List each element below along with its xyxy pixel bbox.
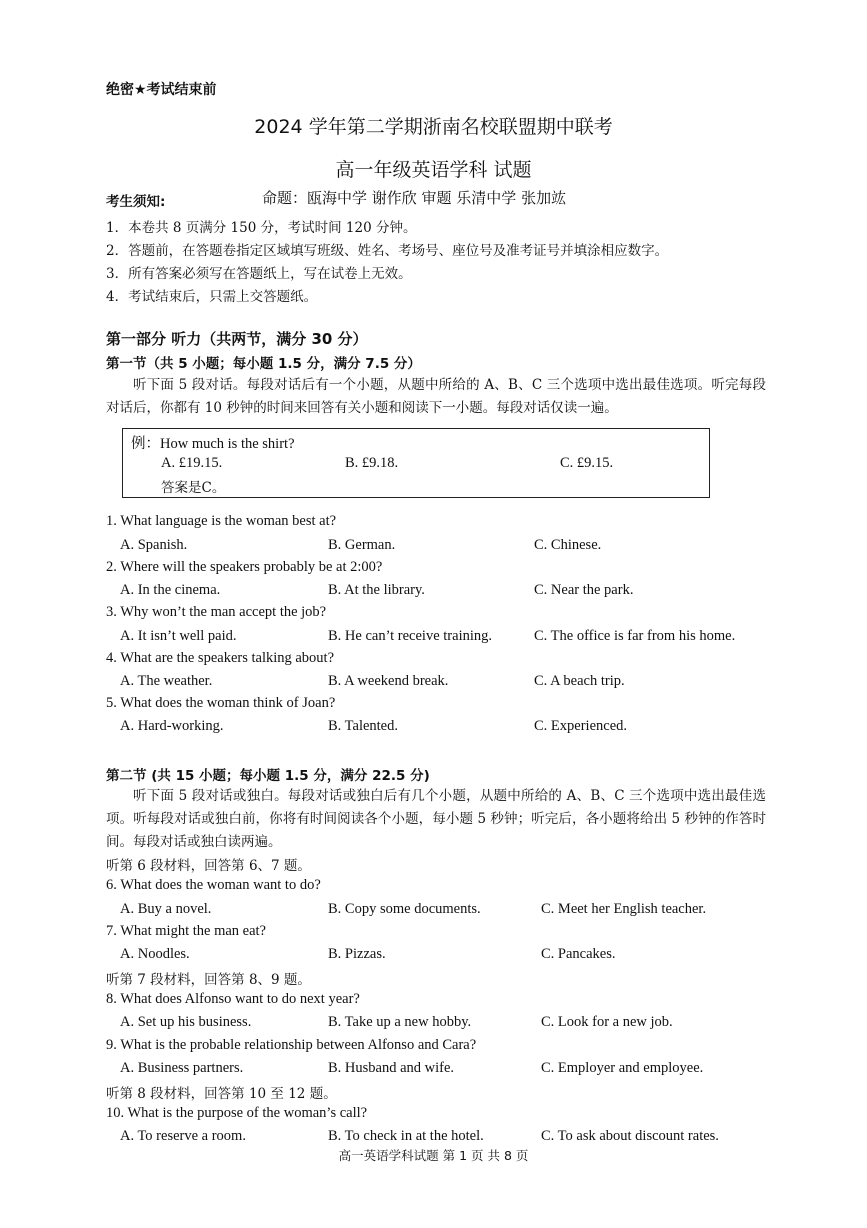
section1-instructions: 听下面 5 段对话。每段对话后有一个小题，从题中所给的 A、B、C 三个选项中选出最佳选项。听完每段对话后，你都有 10 秒钟的时间来回答有关小题和阅读下一小题。每段对话仅读一遍。 (106, 377, 766, 416)
q4-option-b: B. A weekend break. (328, 673, 449, 689)
authors-line: 命题：瓯海中学 谢作欣 审题 乐清中学 张加竑 (262, 189, 567, 207)
q5-option-c: C. Experienced. (534, 718, 628, 734)
q10-option-b: B. To check in at the hotel. (328, 1128, 484, 1144)
q10-option-a: A. To reserve a room. (120, 1128, 246, 1144)
q10-option-c: C. To ask about discount rates. (541, 1128, 719, 1144)
q6-option-a: A. Buy a novel. (120, 901, 212, 917)
exam-title: 2024 学年第二学期浙南名校联盟期中联考 (254, 116, 613, 138)
notice-item: 2．答题前，在答题卷指定区域填写班级、姓名、考场号、座位号及准考证号并填涂相应数字。 (106, 243, 669, 259)
question-10: 10. What is the purpose of the woman’s call? (106, 1105, 368, 1121)
q9-option-b: B. Husband and wife. (328, 1060, 455, 1076)
notice-item: 3．所有答案必须写在答题纸上，写在试卷上无效。 (106, 266, 412, 282)
q6-option-c: C. Meet her English teacher. (541, 901, 707, 917)
section2-heading: 第二节 (共 15 小题；每小题 1.5 分，满分 22.5 分) (106, 768, 430, 784)
question-3: 3. Why won’t the man accept the job? (106, 604, 327, 620)
q7-option-b: B. Pizzas. (328, 946, 386, 962)
q9-option-c: C. Employer and employee. (541, 1060, 704, 1076)
q1-option-c: C. Chinese. (534, 537, 602, 553)
part1-heading: 第一部分 听力（共两节，满分 30 分） (106, 330, 368, 348)
q7-option-a: A. Noodles. (120, 946, 190, 962)
example-option-a: A. £19.15. (161, 455, 223, 471)
example-question: 例：How much is the shirt? (131, 436, 295, 452)
material-8-note: 听第 8 段材料，回答第 10 至 12 题。 (106, 1086, 337, 1102)
section1-heading: 第一节（共 5 小题；每小题 1.5 分，满分 7.5 分） (106, 356, 421, 372)
example-answer: 答案是C。 (161, 480, 226, 496)
notice-item: 4．考试结束后，只需上交答题纸。 (106, 289, 318, 305)
confidential-mark: 绝密★考试结束前 (106, 82, 217, 98)
q1-option-b: B. German. (328, 537, 396, 553)
q3-option-c: C. The office is far from his home. (534, 628, 736, 644)
q2-option-a: A. In the cinema. (120, 582, 221, 598)
example-option-c: C. £9.15. (560, 455, 614, 471)
question-5: 5. What does the woman think of Joan? (106, 695, 336, 711)
question-2: 2. Where will the speakers probably be at 2:00? (106, 559, 383, 575)
q1-option-a: A. Spanish. (120, 537, 188, 553)
material-7-note: 听第 7 段材料，回答第 8、9 题。 (106, 972, 311, 988)
question-7: 7. What might the man eat? (106, 923, 266, 939)
page-footer: 高一英语学科试题 第 1 页 共 8 页 (338, 1148, 529, 1163)
section2-instructions: 听下面 5 段对话或独白。每段对话或独白后有几个小题，从题中所给的 A、B、C 三个选项中选出最佳选项。听每段对话或独白前，你将有时间阅读各个小题，每小题 5 秒钟；听完后，各小题将给出 5 秒钟的作答时间。每段对话或独白读两遍。 (106, 788, 766, 850)
q2-option-c: C. Near the park. (534, 582, 634, 598)
notice-item: 1．本卷共 8 页满分 150 分，考试时间 120 分钟。 (106, 220, 417, 236)
notice-heading: 考生须知: (106, 194, 166, 210)
q8-option-b: B. Take up a new hobby. (328, 1014, 472, 1030)
q3-option-b: B. He can’t receive training. (328, 628, 492, 644)
q8-option-c: C. Look for a new job. (541, 1014, 673, 1030)
question-6: 6. What does the woman want to do? (106, 877, 321, 893)
q6-option-b: B. Copy some documents. (328, 901, 481, 917)
question-4: 4. What are the speakers talking about? (106, 650, 335, 666)
q4-option-c: C. A beach trip. (534, 673, 625, 689)
q8-option-a: A. Set up his business. (120, 1014, 252, 1030)
q7-option-c: C. Pancakes. (541, 946, 616, 962)
question-8: 8. What does Alfonso want to do next year? (106, 991, 360, 1007)
q2-option-b: B. At the library. (328, 582, 425, 598)
q9-option-a: A. Business partners. (120, 1060, 244, 1076)
exam-subtitle: 高一年级英语学科 试题 (335, 159, 532, 181)
material-6-note: 听第 6 段材料，回答第 6、7 题。 (106, 858, 311, 874)
q5-option-a: A. Hard-working. (120, 718, 224, 734)
q4-option-a: A. The weather. (120, 673, 213, 689)
question-9: 9. What is the probable relationship between Alfonso and Cara? (106, 1037, 477, 1053)
q5-option-b: B. Talented. (328, 718, 398, 734)
example-option-b: B. £9.18. (345, 455, 399, 471)
question-1: 1. What language is the woman best at? (106, 513, 337, 529)
q3-option-a: A. It isn’t well paid. (120, 628, 237, 644)
